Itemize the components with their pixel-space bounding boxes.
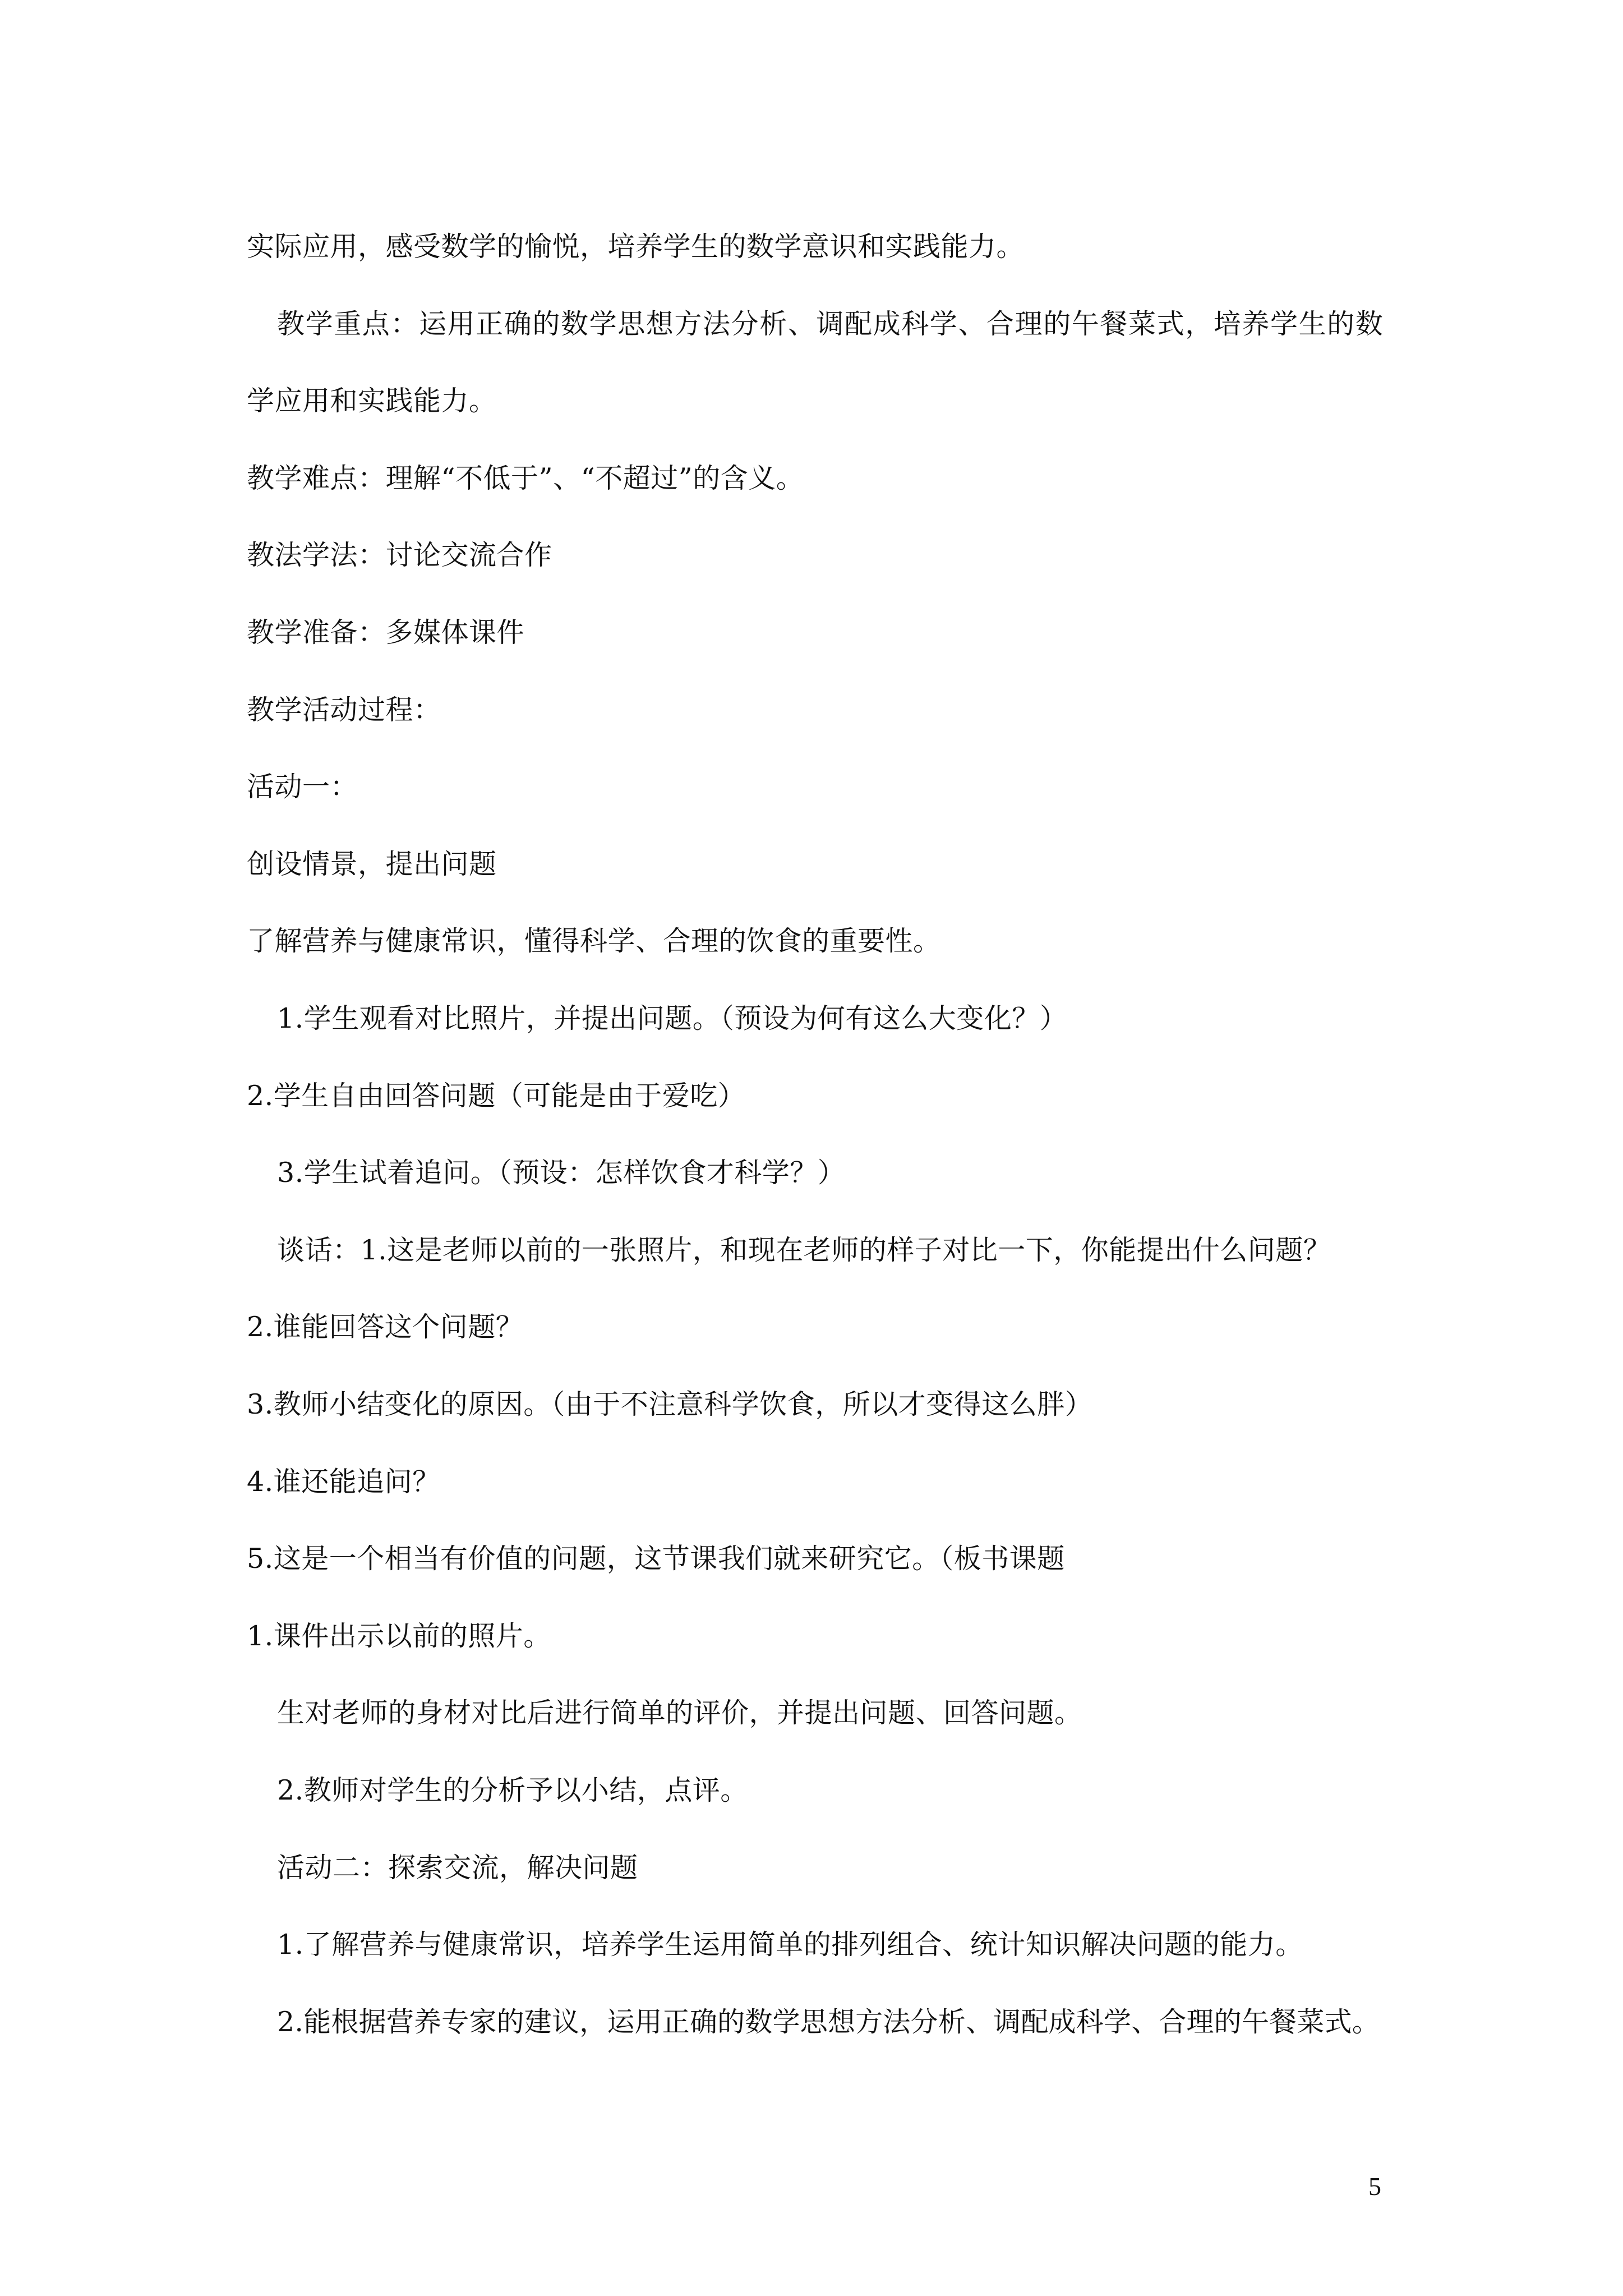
page-number: 5 (1368, 2172, 1381, 2201)
text-line: 学应用和实践能力。 (247, 385, 497, 417)
text-line: 教法学法：讨论交流合作 (247, 539, 552, 571)
text-line: 1.了解营养与健康常识，培养学生运用简单的排列组合、统计知识解决问题的能力。 (277, 1929, 1303, 1961)
text-line: 生对老师的身材对比后进行简单的评价，并提出问题、回答问题。 (277, 1697, 1082, 1729)
text-line: 1.课件出示以前的照片。 (247, 1620, 551, 1652)
text-line: 实际应用，感受数学的愉悦，培养学生的数学意识和实践能力。 (247, 231, 1025, 263)
text-line: 教学活动过程： (247, 694, 441, 726)
text-line: 活动一： (247, 771, 358, 803)
text-line: 5.这是一个相当有价值的问题，这节课我们就来研究它。（板书课题 (247, 1543, 1065, 1575)
text-line: 2.教师对学生的分析予以小结，点评。 (277, 1774, 748, 1806)
text-line: 创设情景，提出问题 (247, 848, 497, 880)
text-line: 教学准备：多媒体课件 (247, 616, 525, 648)
text-line: 教学难点：理解“不低于”、“不超过”的含义。 (247, 462, 804, 494)
text-line: 活动二：探索交流，解决问题 (277, 1852, 638, 1884)
text-line: 教学重点：运用正确的数学思想方法分析、调配成科学、合理的午餐菜式，培养学生的数 (277, 308, 1384, 340)
text-line: 了解营养与健康常识，懂得科学、合理的饮食的重要性。 (247, 925, 941, 957)
text-line: 3.教师小结变化的原因。（由于不注意科学饮食，所以才变得这么胖） (247, 1388, 1093, 1420)
text-line: 谈话：1.这是老师以前的一张照片，和现在老师的样子对比一下，你能提出什么问题？ (277, 1234, 1331, 1266)
text-line: 2.学生自由回答问题（可能是由于爱吃） (247, 1080, 746, 1112)
text-line: 2.能根据营养专家的建议，运用正确的数学思想方法分析、调配成科学、合理的午餐菜式。 (277, 2006, 1380, 2038)
text-line: 1.学生观看对比照片，并提出问题。（预设为何有这么大变化？） (277, 1002, 1068, 1034)
text-line: 4.谁还能追问？ (247, 1466, 440, 1498)
text-line: 3.学生试着追问。（预设：怎样饮食才科学？） (277, 1157, 846, 1189)
text-line: 2.谁能回答这个问题？ (247, 1311, 524, 1343)
